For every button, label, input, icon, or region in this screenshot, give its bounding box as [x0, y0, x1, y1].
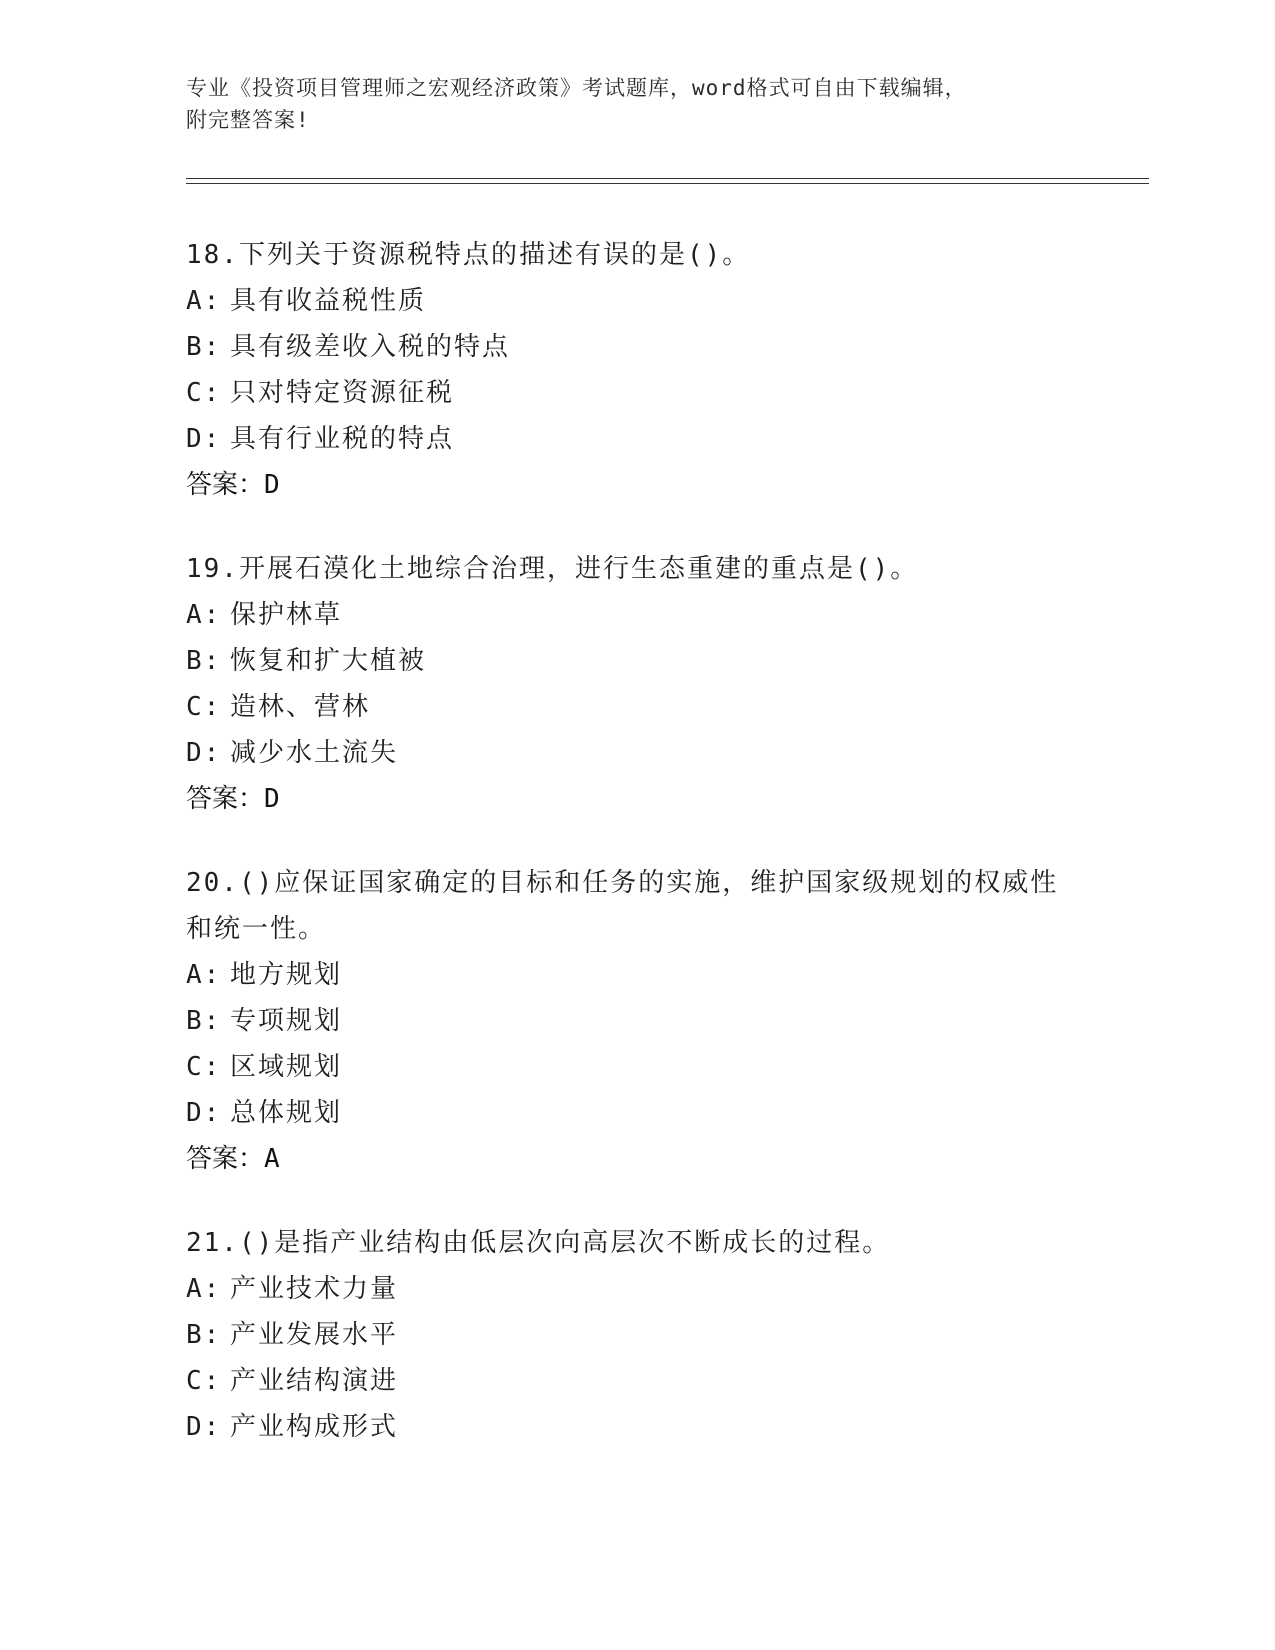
- answer: [186, 1136, 1086, 1182]
- answer-value: A: [264, 1144, 280, 1174]
- option-label: C:: [186, 1366, 222, 1396]
- option-b: [186, 998, 1086, 1044]
- option-text: 减少水土流失: [230, 738, 399, 768]
- option-label: A:: [186, 286, 222, 316]
- option-d: [186, 730, 1086, 776]
- option-b: [186, 638, 1086, 684]
- answer: [186, 462, 1086, 508]
- option-text: 区域规划: [230, 1052, 343, 1082]
- header-divider-bottom: [186, 183, 1149, 184]
- option-label: A:: [186, 1274, 222, 1304]
- option-d: [186, 416, 1086, 462]
- option-a: [186, 592, 1086, 638]
- option-d: [186, 1404, 1086, 1450]
- option-text: 具有级差收入税的特点: [230, 332, 511, 362]
- question-stem-line-1: 20.()应保证国家确定的目标和任务的实施，维护国家级规划的权威性: [186, 868, 1059, 898]
- question-stem-line-2: 和统一性。: [186, 914, 327, 944]
- question-19: [186, 546, 1086, 822]
- option-label: C:: [186, 1052, 222, 1082]
- option-text: 产业构成形式: [230, 1412, 399, 1442]
- option-label: D:: [186, 1412, 222, 1442]
- answer-label: 答案：: [186, 784, 265, 814]
- option-c: [186, 1044, 1086, 1090]
- option-label: C:: [186, 378, 222, 408]
- option-c: [186, 1358, 1086, 1404]
- answer-label: 答案：: [186, 470, 265, 500]
- answer-value: D: [264, 784, 280, 814]
- question-list: [186, 232, 1086, 1488]
- question-stem: 19.开展石漠化土地综合治理，进行生态重建的重点是()。: [186, 554, 919, 584]
- header-line-1: 专业《投资项目管理师之宏观经济政策》考试题库，word格式可自由下载编辑，: [186, 76, 967, 100]
- option-text: 产业技术力量: [230, 1274, 399, 1304]
- option-label: B:: [186, 1320, 222, 1350]
- option-text: 产业发展水平: [230, 1320, 399, 1350]
- option-text: 保护林草: [230, 600, 343, 630]
- option-text: 只对特定资源征税: [230, 378, 455, 408]
- question-stem: 21.()是指产业结构由低层次向高层次不断成长的过程。: [186, 1228, 891, 1258]
- option-text: 专项规划: [230, 1006, 343, 1036]
- option-text: 地方规划: [230, 960, 343, 990]
- option-label: D:: [186, 1098, 222, 1128]
- option-label: B:: [186, 1006, 222, 1036]
- option-label: D:: [186, 738, 222, 768]
- option-label: A:: [186, 960, 222, 990]
- option-label: B:: [186, 646, 222, 676]
- option-a: [186, 952, 1086, 998]
- option-d: [186, 1090, 1086, 1136]
- header-divider-top: [186, 178, 1149, 179]
- answer: [186, 776, 1086, 822]
- option-c: [186, 684, 1086, 730]
- option-a: [186, 1266, 1086, 1312]
- document-header: [186, 72, 1086, 136]
- option-b: [186, 324, 1086, 370]
- option-label: C:: [186, 692, 222, 722]
- option-b: [186, 1312, 1086, 1358]
- option-label: A:: [186, 600, 222, 630]
- option-text: 造林、营林: [230, 692, 371, 722]
- question-18: [186, 232, 1086, 508]
- option-text: 具有收益税性质: [230, 286, 427, 316]
- option-text: 具有行业税的特点: [230, 424, 455, 454]
- answer-label: 答案：: [186, 1144, 265, 1174]
- option-text: 产业结构演进: [230, 1366, 399, 1396]
- header-line-2: 附完整答案!: [186, 108, 310, 132]
- option-text: 恢复和扩大植被: [230, 646, 427, 676]
- answer-value: D: [264, 470, 280, 500]
- question-21: [186, 1220, 1086, 1450]
- question-stem: 18.下列关于资源税特点的描述有误的是()。: [186, 240, 751, 270]
- option-text: 总体规划: [230, 1098, 343, 1128]
- option-label: B:: [186, 332, 222, 362]
- option-a: [186, 278, 1086, 324]
- option-label: D:: [186, 424, 222, 454]
- question-20: [186, 860, 1086, 1182]
- option-c: [186, 370, 1086, 416]
